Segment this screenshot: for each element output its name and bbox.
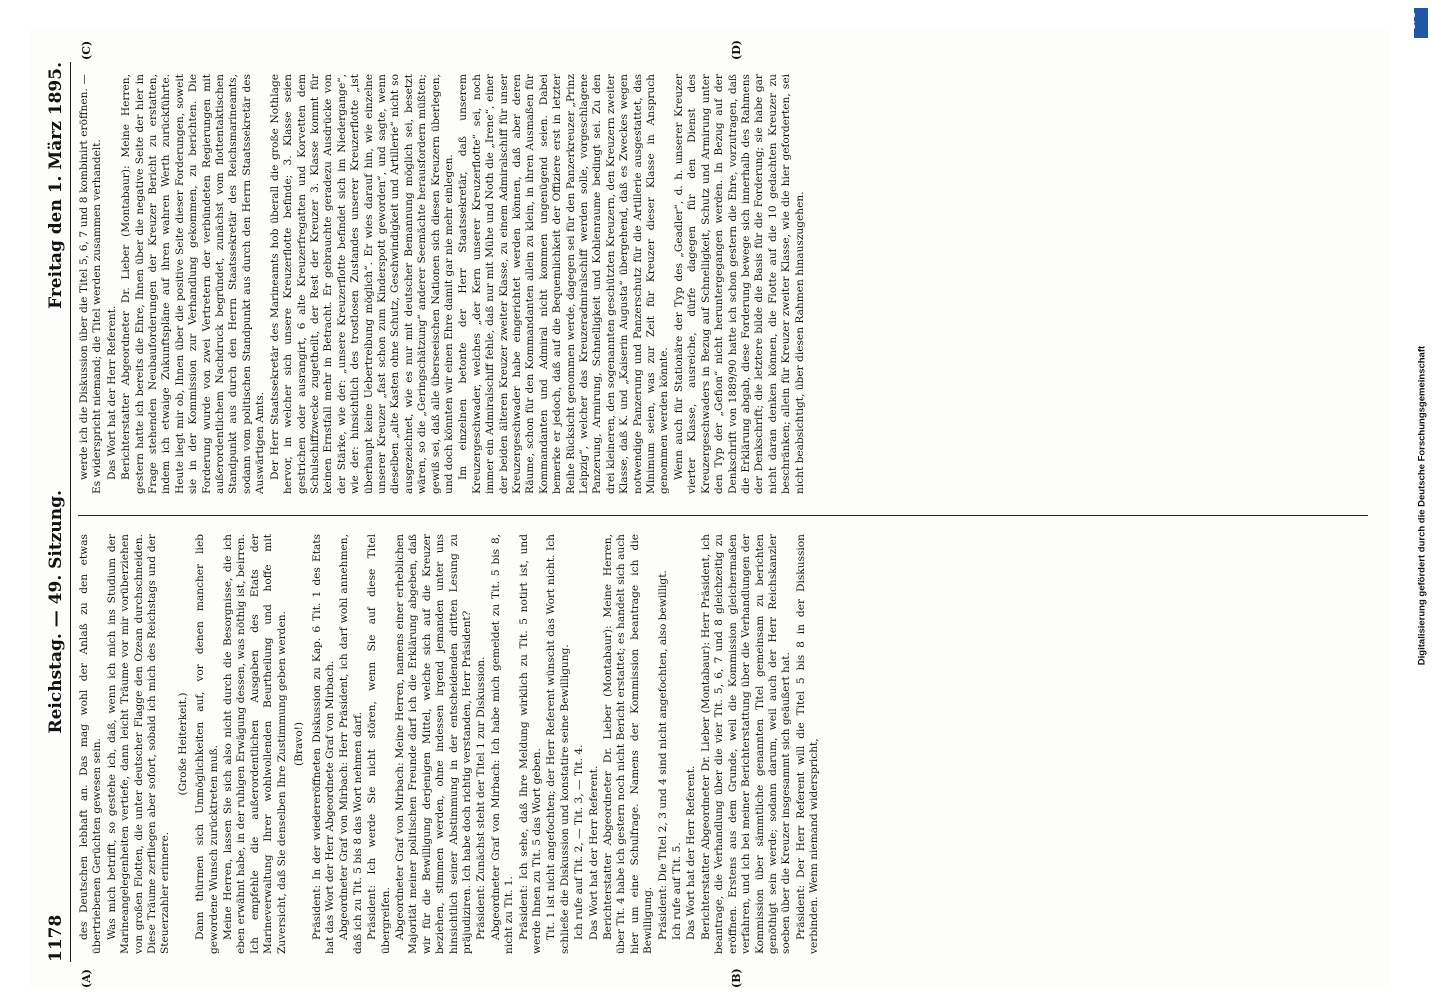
left-column-paragraph: Berichterstatter Abgeordneter Dr. Lieber (Montabaur): Herr Präsident, ich beantrage, die Verhandlung über die vier Tit. 5, 6, 7 und 8 gleichzeitig zu eröffnen. Erstens aus dem Grunde, weil die Kommission gleichermaßen verfahren, und ich bei meiner Berichterstattung über die Verhandlungen der Kommission über sämmtliche genannten Titel gemeinsam zu berichten genöthigt sein werde; sodann darum, weil auch der Herr Reichskanzler soeben über die Kreuzer insgesammt sich geäußert hat. [699,534,793,954]
left-column-paragraph: Was mich betrifft, so gestehe ich, daß, wenn ich mich ins Studium der Marineangelegenheiten vertiefe, dann leicht Träume vor mir vorüberziehen von großen Flotten, die unter deutscher Flagge den Ozean durchschneiden. Diese Träume zerfliegen aber sofort, sobald ich mich des Reichstags und der Steuerzahler erinnere. [105,534,172,954]
left-column-paragraph: Präsident: In der wiedereröffneten Diskussion zu Kap. 6 Tit. 1 des Etats hat das Wort der Herr Abgeordnete Graf von Mirbach. [310,534,336,954]
left-column-paragraph: Abgeordneter Graf von Mirbach: Ich habe mich gemeldet zu Tit. 5 bis 8, nicht zu Tit. 1. [489,534,516,954]
dfg-logo-icon [1407,8,1428,38]
margin-marker-d: (D) [730,40,743,60]
left-column-paragraph: Präsident: Ich sehe, daß Ihre Meldung wirklich zu Tit. 5 notirt ist, und werde Ihnen zu Tit. 5 das Wort geben. [517,534,543,954]
right-column-paragraph: Wenn auch für Stationäre der Typ des „Geadler“, d. h. unserer Kreuzer vierter Klasse, ausreiche, dürfe dagegen für den Dienst des Kreuzergeschwaders in Bezug auf Schnelligkeit, Schutz und Armirung unter den Typ der „Gefion“ nicht heruntergegangen werden. In Bezug auf der Denkschrift von 1889/90 hatte ich schon gestern die Ehre, vorzutragen, daß die Erklärung abgab, diese Forderung bewege sich innerhalb des Rahmens der Denkschrift; die letztere bilde die Basis für die Forderung; sie habe gar nicht daran denken können, die Flotte auf die 10 gedachten Kreuzer zu beschränken; allein für Kreuzer zweiter Klasse, wie die hier geforderten, sei nicht beabsichtigt, über diesen Rahmen hinauszugehen. [672,74,806,494]
left-column-paragraph: Präsident: Zunächst steht der Titel 1 zur Diskussion. [475,656,488,940]
digitization-credit [1412,60,1426,960]
left-column-paragraph: Das Wort hat der Herr Referent. [587,765,600,940]
left-column-paragraph: Abgeordneter Graf von Mirbach: Herr Präsident, ich darf wohl annehmen, daß ich zu Tit. 5 bis 8 das Wort nehmen darf. [338,534,364,954]
header-rule [70,62,71,962]
left-column-paragraph: Das Wort hat der Herr Referent. [685,765,698,940]
left-column-paragraph: Dann thürmen sich Unmöglichkeiten auf, vor denen mancher lieb gewordene Wunsch zurücktreten muß. [194,534,220,954]
left-column-paragraph: Ich rufe auf Tit. 5. [671,842,684,940]
session-title: Reichstag. — 49. Sitzung. [46,490,66,734]
right-column-paragraph: Der Herr Staatssekretär des Marineamts hob überall die große Nothlage hervor, in welcher sich unsere Kreuzerflotte befinde; 3. Klasse seien gestrichen oder ausrangirt, 6 alte Kreuzerfregatten und Korvetten dem Schulschiffzwecke zugetheilt, der Rest der Kreuzer 3. Klasse kommt für keinen Ernstfall mehr in Betracht. Er gebrauchte geradezu Ausdrücke von der Stärke, wie der: „unsere Kreuzerflotte befindet sich im Niedergange“, wie der: hinsichtlich des trostlosen Zustandes unserer Kreuzerflotte „ist überhaupt keine Uebertreibung möglich“. Er wies darauf hin, wie einzelne unserer Kreuzer „fast schon zum Kinderspott geworden“, und sagte, wenn dieselben „alte Kasten ohne Schutz, Geschwindigkeit und Artillerie“ nicht so ausgezeichnet, wie es nur mit deutscher Bemannung möglich sei, besetzt wären, so die „Geringschätzung“ anderer Seemächte herausfordern müßten; gewiß sei, daß alle überseeischen Nationen sich diesen Kreuzern überlegen, und doch könnten wir einen Ehre damit gar nie mehr einlegen. [268,74,455,494]
left-column-paragraph: Berichterstatter Abgeordneter Dr. Lieber (Montabaur): Meine Herren, über Tit. 4 habe ich gestern noch nicht Bericht erstattet; es handelt sich auch hier um eine Schulfrage. Namens der Kommission beantrage ich die Bewilligung. [602,534,655,954]
dfg-logo-text: DFG [1407,12,1417,29]
column-divider [78,515,1368,516]
left-column-paragraph: (Große Heiterkeit.) [176,692,189,796]
left-column-paragraph: Präsident: Ich werde Sie nicht stören, wenn Sie auf diese Titel übergreifen. [366,534,392,954]
page-number: 1178 [46,914,66,962]
left-text-column [78,534,1368,954]
right-column-paragraph: Das Wort hat der Herr Referent. [105,305,118,480]
left-column-paragraph: Ich rufe auf Tit. 2, — Tit. 3, — Tit. 4. [573,744,586,940]
margin-marker-a: (A) [80,969,93,988]
left-column-paragraph: Meine Herren, lassen Sie sich also nicht durch die Besorgnisse, die ich eben erwähnt habe, in der ruhigen Erwägung dessen, was nöthig ist, beirren. Ich empfehle die außerordentlichen Ausgaben des Etats der Marineverwaltung Ihrer wohlwollenden Beurtheilung und hoffe mit Zuversicht, daß Sie denselben Ihre Zustimmung geben werden. [222,534,288,954]
session-date: Freitag den 1. März 1895. [46,62,66,309]
right-column-paragraph: Berichterstatter Abgeordneter Dr. Lieber (Montabaur): Meine Herren, gestern hatte ich bereits die Ehre, Ihnen über die negative Seite der hier in Frage stehenden Neubauforderungen der Kreuzer Bericht zu erstatten, indem ich etwaige Zukunftspläne auf ihren wahren Werth zurückführte. Heute liegt mir ob, Ihnen über die positive Seite dieser Forderungen, soweit sie in der Kommission zur Verhandlung gekommen, zu berichten. Die Forderung wurde von zwei Vertretern der verbündeten Regierungen mit außerordentlichem Nachdruck begründet, zunächst vom flottentaktischen Standpunkt aus durch den Herrn Staatssekretär des Reichsmarineamts, sodann vom politischen Standpunkt aus durch den Herrn Staatssekretär des Auswärtigen Amts. [120,74,267,494]
left-column-paragraph: (Bravo!) [293,721,306,767]
left-column-paragraph: Präsident: Der Herr Referent will die Titel 5 bis 8 in der Diskussion verbinden. Wenn niemand widerspricht, [794,534,821,954]
margin-marker-c: (C) [80,40,93,60]
margin-marker-b: (B) [730,968,743,988]
digitization-credit-text: Digitalisierung gefördert durch die Deutsche Forschungsgemeinschaft [1416,345,1428,666]
left-column-paragraph: Tit. 1 ist nicht angefochten; der Herr Referent wünscht das Wort nicht. Ich schließe die Diskussion und konstatire seine Bewilligung. [545,534,571,954]
left-column-paragraph: Präsident: Die Titel 2, 3 und 4 sind nicht angefochten, also bewilligt. [656,570,669,940]
right-text-column [78,74,1368,494]
rotated-document-page [30,30,1390,990]
page-header [36,62,66,962]
right-column-paragraph: Im einzelnen betonte der Herr Staatssekretär, daß unserem Kreuzergeschwader, welches „der Kern unserer Kreuzerflotte“ sei, noch immer ein Admiralschiff fehle, daß nur mit Mühe und Noth die „Irene“, einer der beiden älteren Kreuzer zweiter Klasse, zu einem Admiralschiff für unser Kreuzergeschwader habe eingerichtet werden können, daß aber deren Räume, schon für den Kommandanten allein zu klein, in ihren Ausmaßen für Kommandanten und Admiral nicht kommen ungenügend seien. Dabei bemerke er jedoch, daß auf die Bequemlichkeit der Offiziere erst in letzter Reihe Rücksicht genommen werde, dagegen sei für den Panzerkreuzer „Prinz Leipzig“, welcher das Kreuzeradmiralschiff werden solle, vorgeschlagene Panzerung, Armirung, Schnelligkeit und Kohlenraume bedingt sei. Zu den drei kleineren, den sogenannten geschützten Kreuzern, den Kreuzern zweiter Klasse, daß K. und „Kaiserin Augusta“ übergehend, daß es Zweckes wegen notwendige Panzerung und Panzerschutz für die Artillerie ausgestattet, das Minimum seien, was zur Zeit für Kreuzer dieser Klasse in Anspruch genommen werden könnte. [457,74,671,494]
left-column-paragraph: Abgeordneter Graf von Mirbach: Meine Herren, namens einer erheblichen Majorität meiner politischen Freunde darf ich die Erklärung abgeben, daß wir für die Bewilligung derjenigen Mittel, welche sich auf die Kreuzer beziehen, stimmen werden, ohne indessen irgend jemanden unter uns hinsichtlich seiner Abstimmung in der entscheidenden dritten Lesung zu präjudiziren. Ich habe doch richtig verstanden, Herr Präsident? [393,534,473,954]
left-column-paragraph: des Deutschen lebhaft an. Das mag wohl der Anlaß zu den etwas übertriebenen Gerüchten gewesen sein. [78,534,104,954]
right-column-paragraph: werde ich die Diskussion über die Titel 5, 6, 7 und 8 kombinirt eröffnen. — Es widerspricht niemand; die Titel werden zusammen verhandelt. [78,74,104,494]
